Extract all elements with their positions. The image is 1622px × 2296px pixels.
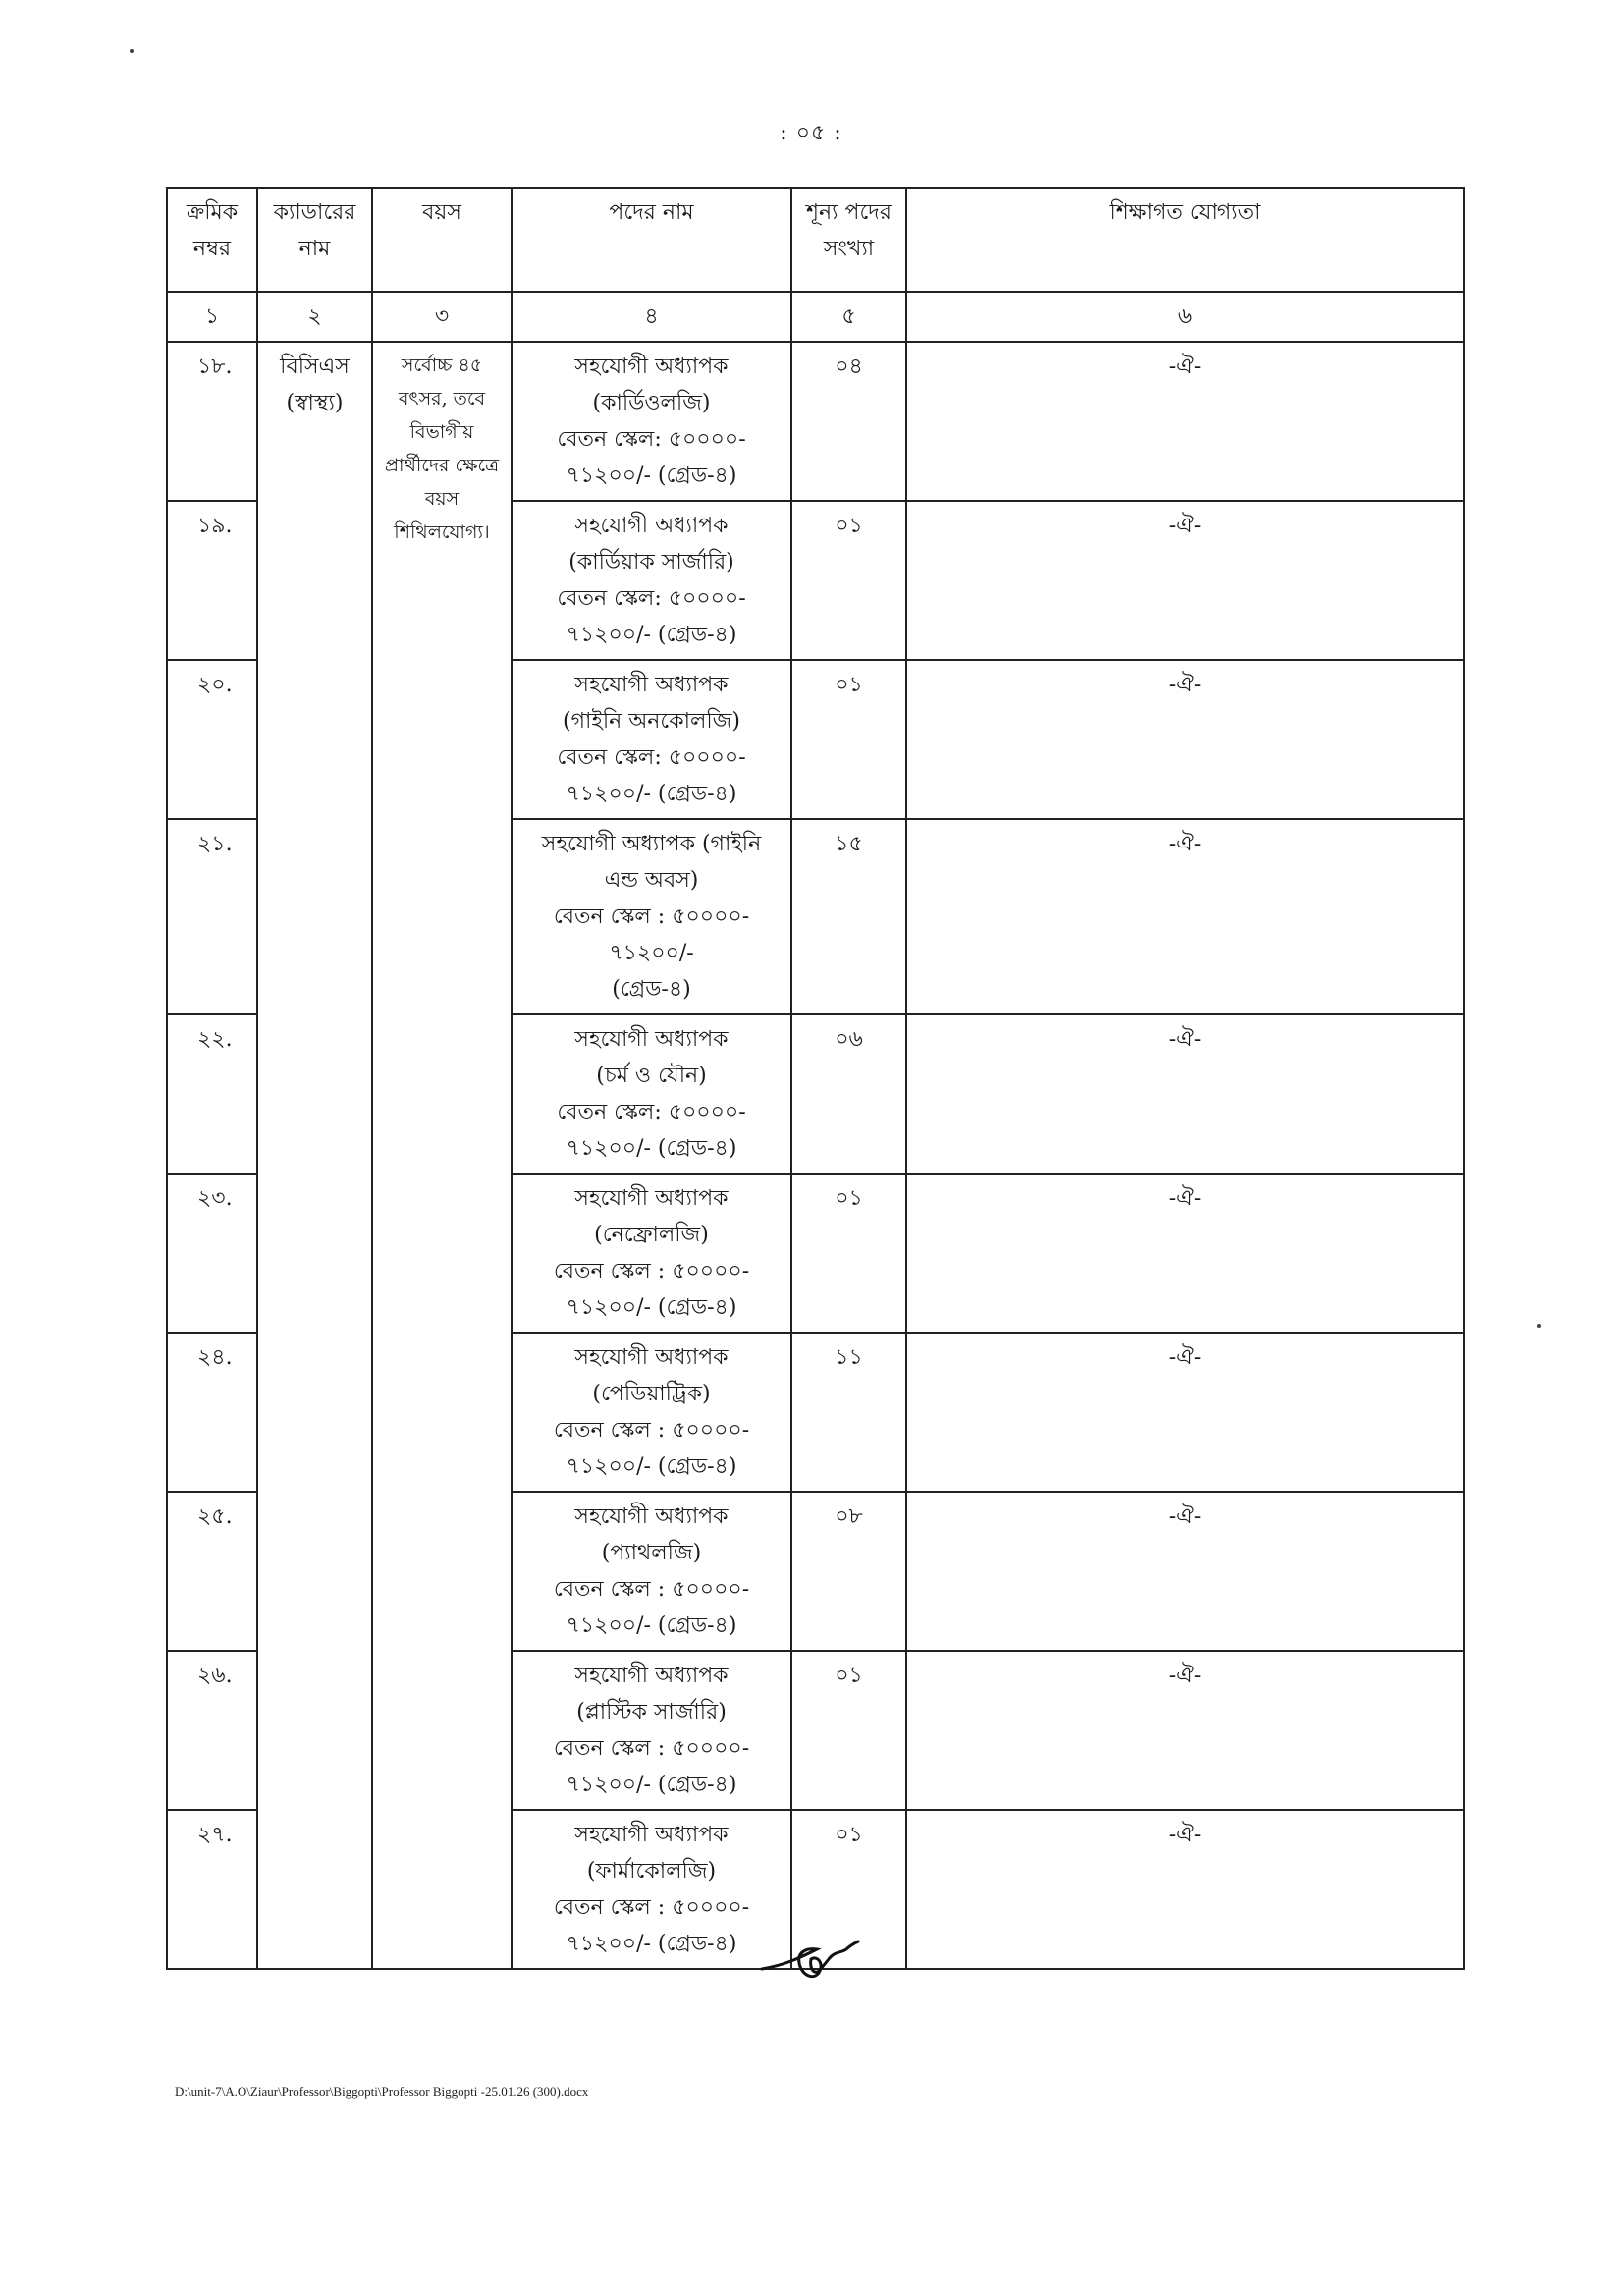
post-line: ৭১২০০/- (গ্রেড-৪)	[566, 623, 737, 647]
post-name	[512, 1014, 791, 1174]
post-line: (কার্ডিয়াক সার্জারি)	[568, 550, 734, 574]
post-line: সহযোগী অধ্যাপক	[574, 1504, 729, 1529]
post-line: (গাইনি অনকোলজি)	[563, 709, 740, 734]
post-line: বেতন স্কেল: ৫০০০০-	[557, 1100, 746, 1124]
cadre-name: বিসিএস (স্বাস্থ্য)	[257, 342, 372, 1969]
row-serial: ২১.	[167, 819, 257, 1014]
header-row	[167, 188, 1464, 292]
post-name	[512, 1492, 791, 1651]
post-line: বেতন স্কেল : ৫০০০০-	[553, 904, 750, 929]
page-number: : ০৫ :	[780, 121, 842, 145]
post-line: (কার্ডিওলজি)	[592, 391, 711, 415]
post-name	[512, 1174, 791, 1333]
vacancy-count: ০৬	[791, 1014, 906, 1174]
column-number-row	[167, 292, 1464, 342]
column-number: ২	[257, 292, 372, 342]
post-name	[512, 819, 791, 1014]
vacancy-count: ০৪	[791, 342, 906, 501]
post-line: সহযোগী অধ্যাপক	[574, 1664, 729, 1688]
header-vacancy: শূন্য পদের সংখ্যা	[791, 188, 906, 292]
row-serial: ২৩.	[167, 1174, 257, 1333]
post-line: (চর্ম ও যৌন)	[596, 1064, 707, 1088]
vacancy-count: ০১	[791, 660, 906, 819]
qualification: -ঐ-	[906, 819, 1464, 1014]
column-number: ৪	[512, 292, 791, 342]
post-line: ৭১২০০/- (গ্রেড-৪)	[566, 464, 737, 488]
post-line: বেতন স্কেল: ৫০০০০-	[557, 745, 746, 770]
post-line: ৭১২০০/-	[609, 941, 694, 965]
column-number: ১	[167, 292, 257, 342]
post-line: সহযোগী অধ্যাপক	[574, 1027, 729, 1052]
post-name	[512, 1333, 791, 1492]
file-path-footer: D:\unit-7\A.O\Ziaur\Professor\Biggopti\Professor Biggopti -25.01.26 (300).docx	[175, 2084, 589, 2099]
post-line: (প্যাথলজি)	[601, 1541, 702, 1565]
header-serial: ক্রমিক নম্বর	[167, 188, 257, 292]
post-line: বেতন স্কেল: ৫০০০০-	[557, 427, 746, 452]
row-serial: ১৮.	[167, 342, 257, 501]
column-number: ৫	[791, 292, 906, 342]
signature-mark	[756, 1930, 864, 1989]
post-line: সহযোগী অধ্যাপক	[574, 1823, 729, 1847]
post-line: ৭১২০০/- (গ্রেড-৪)	[566, 1136, 737, 1161]
header-cadre: ক্যাডারের নাম	[257, 188, 372, 292]
post-line: বেতন স্কেল : ৫০০০০-	[553, 1736, 750, 1761]
post-line: ৭১২০০/- (গ্রেড-৪)	[566, 1773, 737, 1797]
post-line: (নেফ্রোলজি)	[594, 1223, 709, 1247]
post-name	[512, 660, 791, 819]
vacancy-count: ১১	[791, 1333, 906, 1492]
scan-speck	[130, 49, 134, 53]
post-name	[512, 1810, 791, 1969]
post-line: সহযোগী অধ্যাপক	[574, 1345, 729, 1370]
column-number: ৬	[906, 292, 1464, 342]
qualification: -ঐ-	[906, 1810, 1464, 1969]
qualification: -ঐ-	[906, 1174, 1464, 1333]
qualification: -ঐ-	[906, 660, 1464, 819]
vacancy-count: ০১	[791, 1651, 906, 1810]
post-line: (গ্রেড-৪)	[612, 977, 691, 1002]
row-serial: ২০.	[167, 660, 257, 819]
post-line: (ফার্মাকোলজি)	[586, 1859, 717, 1884]
post-line: এন্ড অবস)	[604, 868, 699, 893]
post-line: বেতন স্কেল : ৫০০০০-	[553, 1259, 750, 1284]
post-line: সহযোগী অধ্যাপক (গাইনি	[541, 832, 762, 856]
post-line: ৭১২০০/- (গ্রেড-৪)	[566, 1932, 737, 1956]
column-number: ৩	[372, 292, 512, 342]
vacancy-count: ০১	[791, 1810, 906, 1969]
row-serial: ২২.	[167, 1014, 257, 1174]
qualification: -ঐ-	[906, 1492, 1464, 1651]
qualification: -ঐ-	[906, 1014, 1464, 1174]
vacancy-count: ০৮	[791, 1492, 906, 1651]
vacancy-count: ১৫	[791, 819, 906, 1014]
post-line: সহযোগী অধ্যাপক	[574, 673, 729, 697]
qualification: -ঐ-	[906, 342, 1464, 501]
post-line: ৭১২০০/- (গ্রেড-৪)	[566, 1454, 737, 1479]
post-line: বেতন স্কেল : ৫০০০০-	[553, 1577, 750, 1602]
row-serial: ২৫.	[167, 1492, 257, 1651]
header-qualification: শিক্ষাগত যোগ্যতা	[906, 188, 1464, 292]
header-age: বয়স	[372, 188, 512, 292]
post-line: সহযোগী অধ্যাপক	[574, 355, 729, 379]
post-line: বেতন স্কেল: ৫০০০০-	[557, 586, 746, 611]
qualification: -ঐ-	[906, 501, 1464, 660]
scan-speck	[1537, 1324, 1541, 1328]
post-line: বেতন স্কেল : ৫০০০০-	[553, 1418, 750, 1443]
post-line: ৭১২০০/- (গ্রেড-৪)	[566, 1613, 737, 1638]
vacancy-count: ০১	[791, 1174, 906, 1333]
vacancy-count: ০১	[791, 501, 906, 660]
header-post: পদের নাম	[512, 188, 791, 292]
row-serial: ২৬.	[167, 1651, 257, 1810]
post-line: (পেডিয়াট্রিক)	[592, 1382, 711, 1406]
post-line: ৭১২০০/- (গ্রেড-৪)	[566, 1295, 737, 1320]
post-line: বেতন স্কেল : ৫০০০০-	[553, 1895, 750, 1920]
age-note: সর্বোচ্চ ৪৫ বৎসর, তবে বিভাগীয় প্রার্থীদের ক্ষেত্রে বয়স শিথিলযোগ্য।	[372, 342, 512, 1969]
row-serial: ১৯.	[167, 501, 257, 660]
qualification: -ঐ-	[906, 1651, 1464, 1810]
post-line: সহযোগী অধ্যাপক	[574, 514, 729, 538]
post-line: সহযোগী অধ্যাপক	[574, 1186, 729, 1211]
row-serial: ২৪.	[167, 1333, 257, 1492]
row-serial: ২৭.	[167, 1810, 257, 1969]
table-row	[167, 342, 1464, 501]
post-line: (প্লাস্টিক সার্জারি)	[576, 1700, 727, 1724]
post-name	[512, 1651, 791, 1810]
post-name	[512, 501, 791, 660]
posts-table	[166, 187, 1465, 1970]
post-name	[512, 342, 791, 501]
qualification: -ঐ-	[906, 1333, 1464, 1492]
post-line: ৭১২০০/- (গ্রেড-৪)	[566, 782, 737, 806]
